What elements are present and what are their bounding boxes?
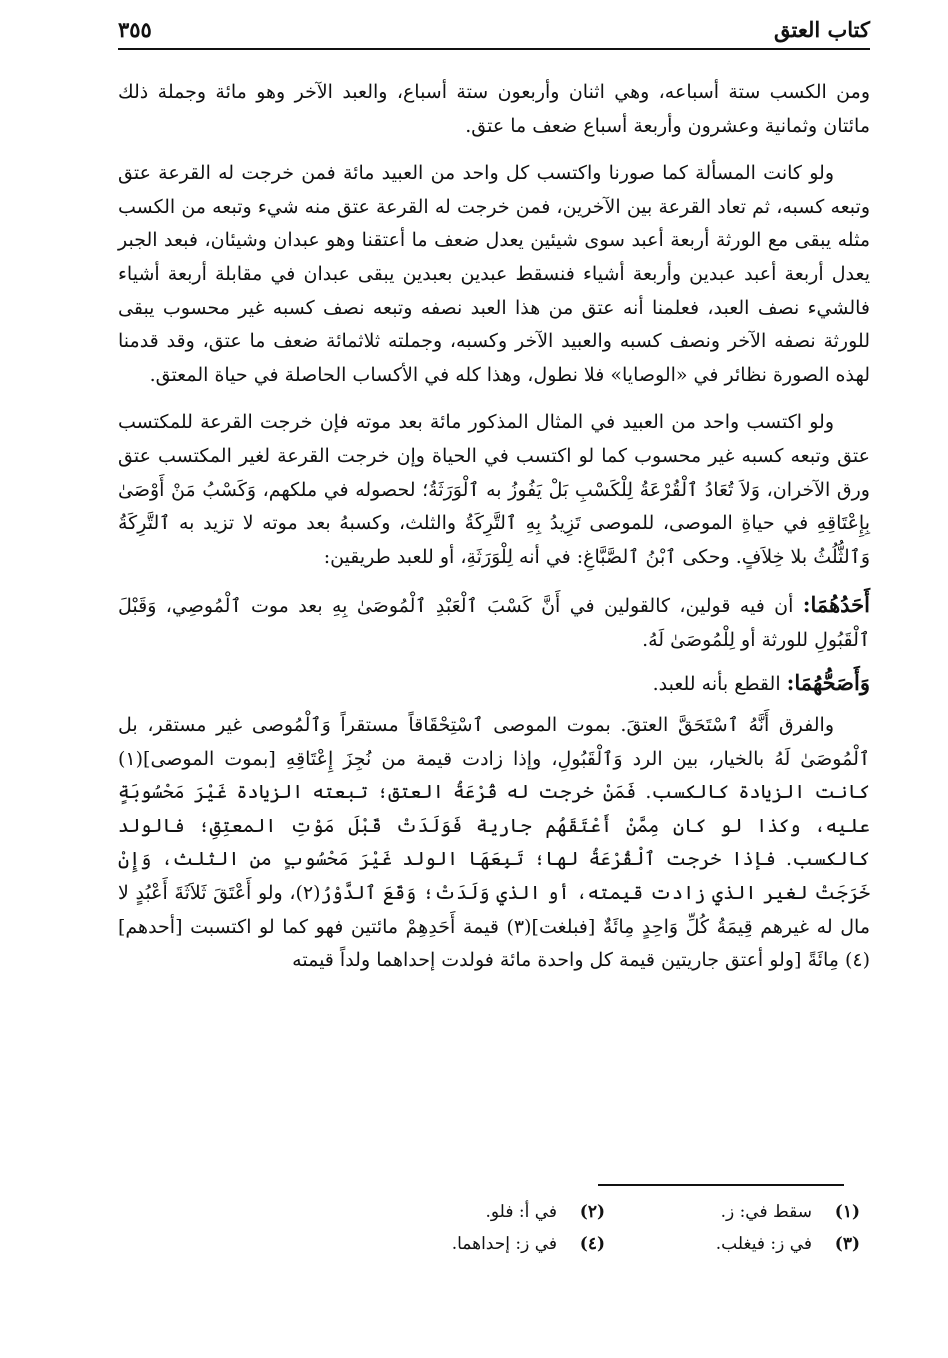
footnote-item (350, 1196, 605, 1228)
footnote-item (605, 1228, 860, 1260)
page-number: ٣٥٥ (118, 17, 152, 42)
footnote-number: (٢) (579, 1202, 605, 1222)
method-one-text: أن فيه قولين، كالقولين في أَنَّ كَسْبَ ٱلْعَبْدِ ٱلْمُوصَىٰ بِهِ بعد موت ٱلْمُوصِي، وَقَبْلَ ٱلْقَبُولِ للورثة أو لِلْمُوصَىٰ لَهُ. (118, 595, 870, 651)
footnote-text: في ز: فيغلب. (715, 1234, 812, 1254)
method-two-paragraph (118, 666, 870, 702)
running-header (118, 14, 870, 50)
method-two-text: القطع بأنه للعبد. (652, 672, 787, 695)
method-two-lead: وَأَصَحُّهُمَا: (786, 669, 870, 695)
footnote-separator (598, 1184, 844, 1186)
footnote-item (605, 1196, 860, 1228)
paragraph-3: ولو اكتسب واحد من العبيد في المثال المذكور مائة بعد موته فإن خرجت القرعة للمكتسب عتق وتبعه كسبه غير محسوب كما لو اكتسب في الحياة وإن خرجت القرعة لغير المكتسب عتق ورق الآخران، وَلاَ تُعَادُ ٱلْقُرْعَةُ لِلْكَسْبِ بَلْ يَفُوزُ به ٱلْوَرَثَةُ؛ لحصوله في ملكهم، وَكَسْبُ مَنْ أَوْصَىٰ بِإِعْتَاقِهِ في حياةِ الموصى، للموصى تَزِيدُ بِهِ ٱلتَّرِكَةُ والثلث، وكسبهُ بعد موته لا تزيد به ٱلتَّرِكَةُ وَٱلثُّلُثُ بلا خِلاَفٍ. وحكى ٱبْنُ ٱلصَّبَّاغِ: في أنه لِلْوَرَثَةِ، أو للعبد طريقين: (118, 411, 871, 568)
chapter-title: كتاب العتق (773, 17, 870, 42)
method-one-paragraph (118, 588, 870, 657)
main-text (118, 76, 870, 992)
footnote-text: في أ: فلو. (485, 1202, 557, 1222)
paragraph-2: ولو كانت المسألة كما صورنا واكتسب كل واحد من العبيد مائة فمن خرجت له القرعة عتق وتبعه كسبه، ثم تعاد القرعة بين الآخرين، فمن خرجت له القرعة عتق منه شيء وتبعه من الكسب مثله يبقى مع الورثة أربعة أعبد سوى شيئين يعدل ضعف ما أعتقنا وهو عبدان وشيئان، فبعد الجبر يعدل أربعة أعبد عبدين وأربعة أشياء فنسقط عبدين بعبدين يبقى عبدان في مقابلة أربعة أشياء فالشيء نصف العبد، فعلمنا أنه عتق من هذا العبد نصفه وتبعه نصف كسبه غير محسوب يبقى للورثة نصفه الآخر ونصف كسبه والعبيد الآخر وكسبه، وجملته ثلاثمائة ضعف ما عتق، وقد قدمنا لهذه الصورة نظائر في «الوصايا» فلا نطول، وهذا كله في الأكساب الحاصلة في حياة المعتق. (118, 162, 870, 386)
footnote-row (230, 1196, 860, 1228)
method-one-lead: أَحَدُهُمَا: (802, 592, 870, 618)
footnote-number: (٤) (579, 1234, 605, 1254)
footnote-text: في ز: إحداهما. (451, 1234, 557, 1254)
footnote-text: سقط في: ز. (720, 1202, 812, 1222)
footnote-number: (١) (834, 1202, 860, 1222)
paragraph-1: ومن الكسب ستة أسباعه، وهي اثنان وأربعون ستة أسباع، والعبد الآخر وهو مائة وجملة ذلك مائتان وثمانية وعشرون وأربعة أسباع ضعف ما عتق. (118, 81, 870, 137)
footnote-item (350, 1228, 605, 1260)
footnote-number: (٣) (834, 1234, 860, 1254)
paragraph-final: والفرق أَنَّهُ ٱسْتَحَقَّ العتقَ. بموت الموصى ٱسْتِحْقَاقاً مستقراً وَٱلْمُوصى غير مستقر، بل ٱلْمُوصَىٰ لَهُ بالخيار، بين الرد وَٱلْقَبُولِ، وإذا زادت قيمة من نُجِزَ إِعْتَاقِهِ [بموت الموصى](١) كانت الزيادة كالكسب. فَمَنْ خرجت له قُرْعَةُ العتق؛ تبعته الزيادة غَيْرَ مَحْسُوبَةٍ عليه، وكذا لو كان مِمَّنْ أَعْتَقَهُم جارية فَوَلَدَتْ قَبْلَ مَوْتِ المعتِقِ؛ فالولد كالكسب. فإذا خرجت ٱلْقُرْعَةُ لها؛ تَبِعَهَا الولد غَيْرَ مَحْسُوبٍ من الثلث، وَإِنْ خَرَجَتْ لغير الذي زادت قيمته، أو الذي وَلَدَتْ؛ وَقَعَ ٱلدَّوْرُ(٢)، ولو أَعْتَقَ ثَلاَثَةَ أَعْبُدٍ لا مال له غيرهم قِيمَةُ كُلِّ وَاحِدٍ مِائَةٌ [فبلغت](٣) قيمة أَحَدِهِمْ مائتين فهو كما لو اكتسبت [أحدهم](٤) مِائَةً [ولو أعتق جاريتين قيمة كل واحدة مائة فولدت إحداهما ولداً قيمته (118, 714, 870, 972)
footnote-row (230, 1228, 860, 1260)
footnotes (230, 1196, 860, 1260)
